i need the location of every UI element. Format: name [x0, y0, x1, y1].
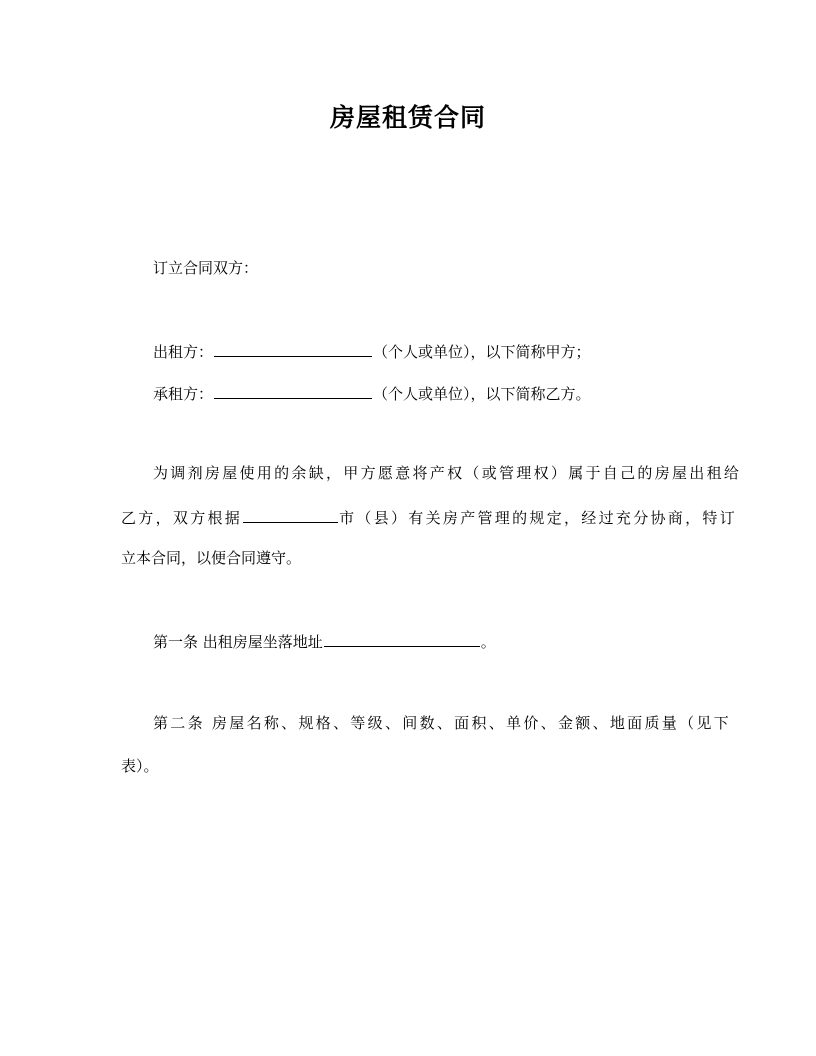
lessee-suffix: （个人或单位），以下简称乙方。: [373, 385, 591, 403]
article-2-line-2: 表）。: [121, 757, 159, 775]
lessee-label: 承租方：: [153, 385, 214, 403]
preamble-line-3: 立本合同，以便合同遵守。: [121, 549, 302, 567]
preamble-line-1: 为调剂房屋使用的余缺，甲方愿意将产权（或管理权）属于自己的房屋出租给: [153, 464, 742, 482]
article-1-label: 第一条 出租房屋坐落地址: [153, 633, 323, 651]
article-1: [153, 630, 496, 652]
lessor-name-blank[interactable]: [214, 340, 372, 357]
address-blank[interactable]: [324, 630, 480, 647]
lessor-line: [153, 340, 591, 362]
parties-heading: 订立合同双方：: [153, 259, 259, 277]
article-2-line-1: 第二条 房屋名称、规格、等级、间数、面积、单价、金额、地面质量（见下: [153, 714, 731, 732]
lessee-name-blank[interactable]: [214, 382, 372, 399]
preamble-line-2-start: 乙方，双方根据: [121, 509, 243, 527]
preamble-line-2: [121, 506, 737, 528]
lessor-suffix: （个人或单位），以下简称甲方；: [373, 343, 591, 361]
article-1-end: 。: [480, 633, 496, 651]
document-title: 房屋租赁合同: [329, 103, 486, 132]
city-blank[interactable]: [243, 506, 338, 523]
lessee-line: [153, 382, 591, 404]
lessor-label: 出租方：: [153, 343, 214, 361]
preamble-line-2-end: 市（县）有关房产管理的规定，经过充分协商，特订: [339, 509, 738, 527]
